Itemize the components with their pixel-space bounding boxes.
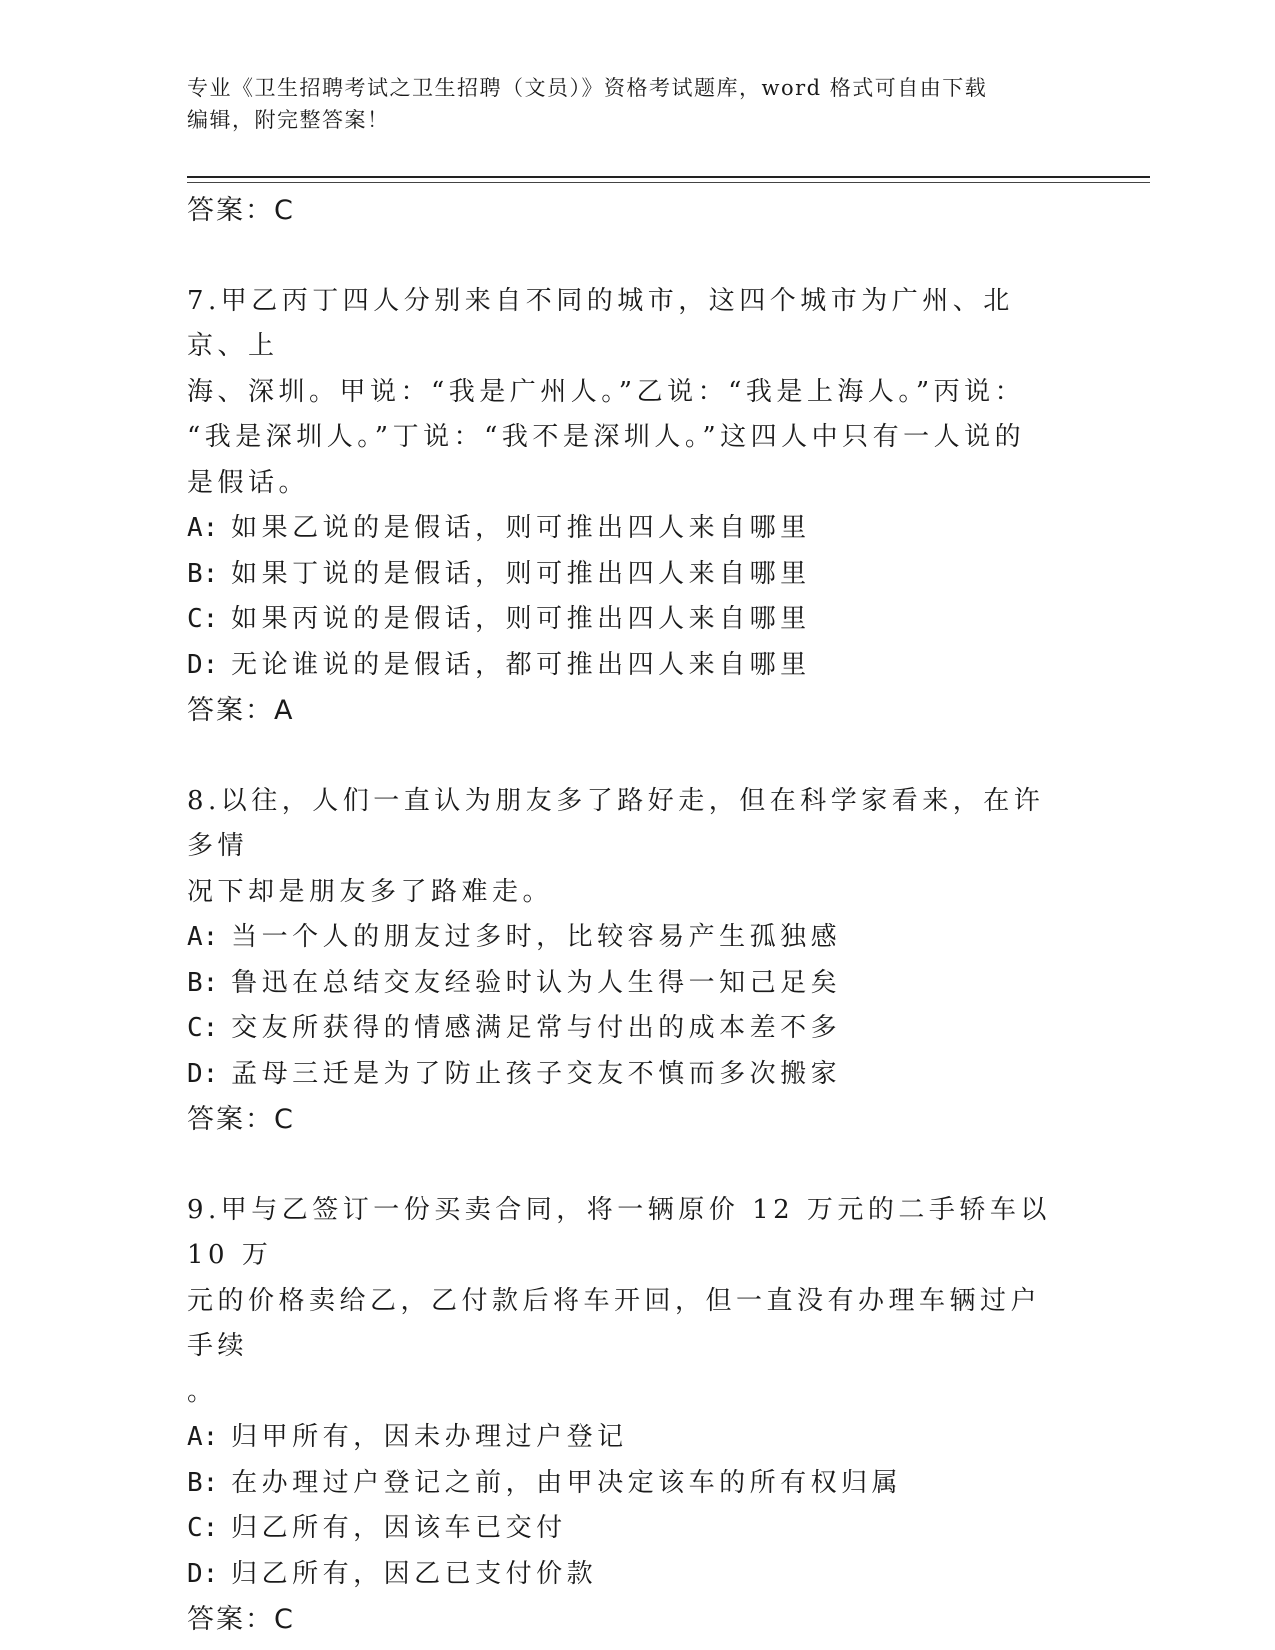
option-text: 鲁迅在总结交友经验时认为人生得一知己足矣: [231, 967, 842, 998]
option-text: 如果丁说的是假话，则可推出四人来自哪里: [231, 558, 811, 589]
spacer: [187, 734, 1067, 779]
option-b: [187, 1461, 1067, 1507]
option-c: [187, 597, 1067, 643]
question-block: [187, 1188, 1067, 1643]
option-c: [187, 1006, 1067, 1052]
option-text: 归甲所有，因未办理过户登记: [231, 1422, 628, 1452]
question-stem: [187, 279, 1067, 507]
option-text: 在办理过户登记之前，由甲决定该车的所有权归属: [231, 1467, 903, 1498]
stem-line: 海、深圳。甲说：“我是广州人。”乙说：“我是上海人。”丙说：: [187, 376, 1026, 407]
header-line-2: 编辑，附完整答案！: [187, 108, 390, 132]
stem-line: 。: [187, 1376, 218, 1407]
answer-line: 答案：A: [187, 695, 295, 726]
question-list: [187, 188, 1067, 1643]
option-text: 如果丙说的是假话，则可推出四人来自哪里: [231, 604, 811, 634]
stem-line: 是假话。: [187, 467, 310, 498]
option-text: 交友所获得的情感满足常与付出的成本差不多: [231, 1013, 842, 1043]
option-letter: C:: [187, 1513, 219, 1543]
stem-line: 况下却是朋友多了路难走。: [187, 876, 554, 907]
answer-line: 答案：C: [187, 1104, 295, 1135]
question-block: [187, 779, 1067, 1143]
option-b: [187, 961, 1067, 1007]
option-d: [187, 1552, 1067, 1598]
question-block: [187, 279, 1067, 734]
option-letter: C:: [187, 604, 219, 634]
option-text: 归乙所有，因该车已交付: [231, 1513, 567, 1543]
option-letter: C:: [187, 1013, 219, 1043]
option-a: [187, 506, 1067, 552]
stem-line: “我是深圳人。”丁说：“我不是深圳人。”这四人中只有一人说的: [187, 422, 1026, 452]
stem-line: 9.甲与乙签订一份买卖合同，将一辆原价 12 万元的二手轿车以 10 万: [187, 1194, 1051, 1270]
header-rule-thick: [187, 176, 1150, 178]
option-b: [187, 552, 1067, 598]
option-letter: A:: [187, 513, 219, 543]
option-text: 如果乙说的是假话，则可推出四人来自哪里: [231, 513, 811, 543]
question-stem: [187, 1188, 1067, 1416]
option-text: 归乙所有，因乙已支付价款: [231, 1558, 598, 1589]
question-stem: [187, 779, 1067, 916]
spacer: [187, 1143, 1067, 1188]
option-text: 无论谁说的是假话，都可推出四人来自哪里: [231, 649, 811, 680]
option-c: [187, 1506, 1067, 1552]
option-text: 孟母三迁是为了防止孩子交友不慎而多次搬家: [231, 1058, 842, 1089]
answer-line: 答案：C: [187, 195, 295, 226]
option-letter: D:: [187, 1058, 219, 1089]
option-a: [187, 1415, 1067, 1461]
header-rule-thin: [187, 182, 1150, 183]
option-letter: B:: [187, 558, 219, 589]
stem-line: 7.甲乙丙丁四人分别来自不同的城市，这四个城市为广州、北京、上: [187, 285, 1014, 361]
option-d: [187, 643, 1067, 689]
header-line-1: 专业《卫生招聘考试之卫生招聘（文员）》资格考试题库，word 格式可自由下载: [187, 76, 988, 100]
option-a: [187, 915, 1067, 961]
option-letter: A:: [187, 922, 219, 952]
spacer: [187, 234, 1067, 279]
document-header: [187, 72, 1087, 136]
answer-line: 答案：C: [187, 1604, 295, 1635]
option-letter: B:: [187, 1467, 219, 1498]
option-letter: D:: [187, 649, 219, 680]
option-text: 当一个人的朋友过多时，比较容易产生孤独感: [231, 922, 842, 952]
stem-line: 元的价格卖给乙，乙付款后将车开回，但一直没有办理车辆过户手续: [187, 1285, 1042, 1361]
option-letter: D:: [187, 1558, 219, 1589]
option-letter: A:: [187, 1422, 219, 1452]
option-letter: B:: [187, 967, 219, 998]
option-d: [187, 1052, 1067, 1098]
stem-line: 8.以往，人们一直认为朋友多了路好走，但在科学家看来，在许多情: [187, 785, 1045, 861]
